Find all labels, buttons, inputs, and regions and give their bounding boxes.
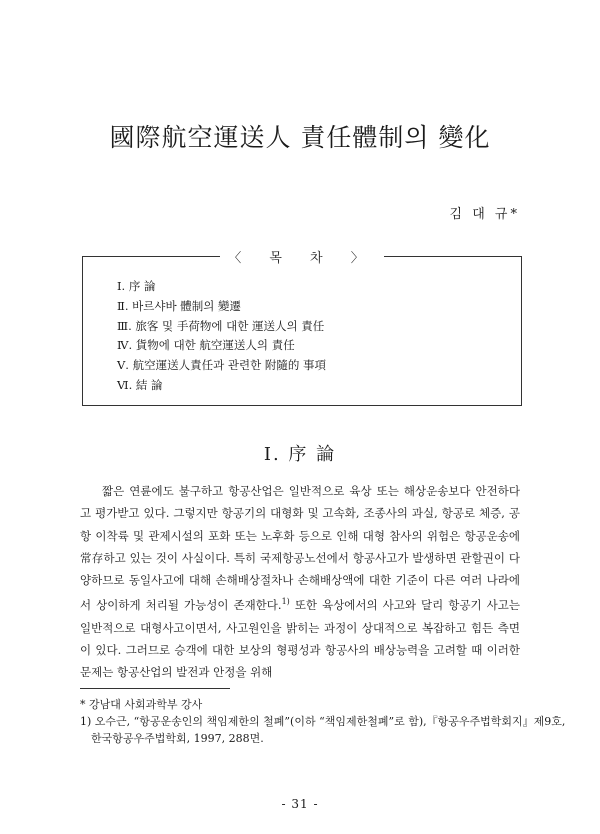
toc-heading: 〈 목 차 〉 bbox=[220, 251, 384, 266]
footnote-divider bbox=[80, 688, 230, 689]
body-paragraph bbox=[80, 480, 520, 684]
toc-item: Ⅵ. 結 論 bbox=[117, 377, 163, 392]
toc-heading-wrap bbox=[83, 247, 521, 266]
footnotes bbox=[80, 696, 566, 747]
body-text-part1: 짧은 연륜에도 불구하고 항공산업은 일반적으로 육상 또는 해상운송보다 안전하다고 평가받고 있다. 그렇지만 항공기의 대형화 및 고속화, 조종사의 과실, 항공로 체증, 공항 이착륙 및 관제시설의 포화 또는 노후화 등으로 인해 대형 참사의 위험은 항공운송에 常存하고 있는 것이 사실이다. 특히 국제항공노선에서 항공사고가 발생하면 관할권이 다양하므로 동일사고에 대해 손해배상절차나 손해배상액에 대한 기준이 다른 여러 나라에서 상이하게 처리될 가능성이 존재한다. bbox=[80, 484, 520, 613]
toc-item: Ⅱ. 바르샤바 體制의 變遷 bbox=[117, 298, 241, 313]
section-heading: Ⅰ. 序 論 bbox=[263, 444, 337, 465]
footnote-ref: 1) bbox=[281, 597, 290, 607]
toc-item: Ⅲ. 旅客 및 手荷物에 대한 運送人의 責任 bbox=[117, 318, 325, 333]
footnote-author: * 강남대 사회과학부 강사 bbox=[80, 698, 203, 711]
footnote-1: 1) 오수근, “항공운송인의 책임제한의 철폐”(이하 “책임제한철폐”로 함),『항공우주법학회지』제9호, bbox=[80, 715, 566, 728]
page-number: - 31 - bbox=[281, 797, 319, 811]
author-name: 김 대 규* bbox=[449, 207, 520, 222]
body-text-part2: 또한 육상에서의 사고와 달리 항공기 사고는 일반적으로 대형사고이면서, 사고원인을 밝히는 과정이 상대적으로 복잡하고 힘든 측면이 있다. 그러므로 승객에 대한 보상의 형평성과 항공사의 배상능력을 고려할 때 이러한 문제는 항공산업의 발전과 안정을 위해 bbox=[80, 598, 520, 680]
article-title: 國際航空運送人 責任體制의 變化 bbox=[109, 123, 491, 152]
toc-item: Ⅴ. 航空運送人責任과 관련한 附隨的 事項 bbox=[117, 358, 327, 373]
toc-list bbox=[117, 277, 326, 396]
toc-item: Ⅳ. 貨物에 대한 航空運送人의 責任 bbox=[117, 338, 295, 353]
table-of-contents bbox=[82, 251, 522, 406]
footnote-1-continued: 한국항공우주법학회, 1997, 288면. bbox=[91, 732, 264, 745]
toc-item: Ⅰ. 序 論 bbox=[117, 279, 156, 293]
